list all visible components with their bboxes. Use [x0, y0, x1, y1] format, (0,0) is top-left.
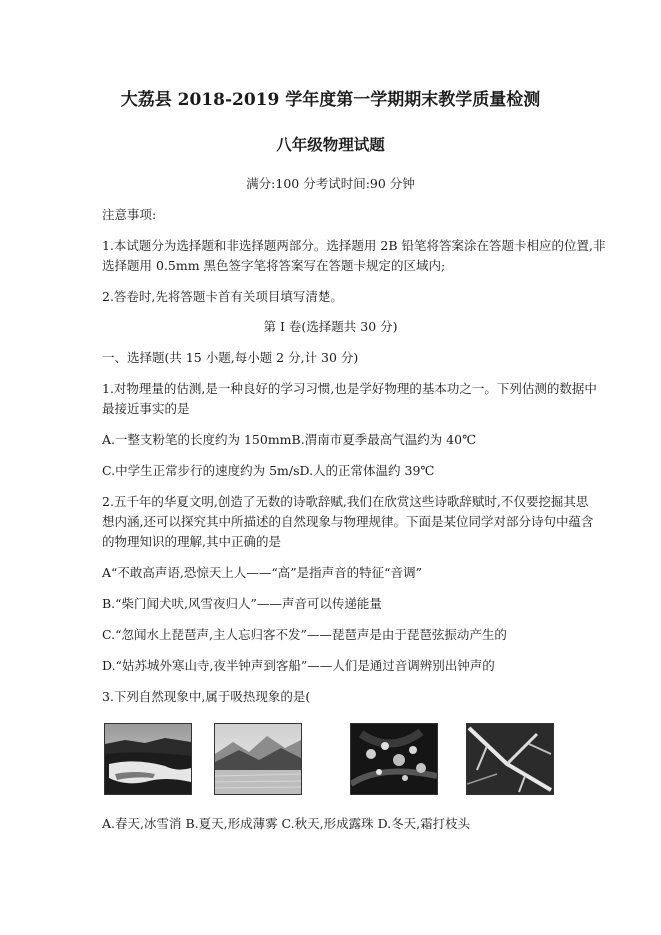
q2-option-d: D.“姑苏城外寒山寺,夜半钟声到客船”——人们是通过音调辨别出钟声的	[102, 658, 495, 673]
q2-stem-line-1: 2.五千年的华夏文明,创造了无数的诗歌辞赋,我们在欣赏这些诗歌辞赋时,不仅要挖掘其思	[102, 494, 589, 509]
exam-subtitle: 八年级物理试题	[276, 135, 385, 154]
q1-stem-line-2: 最接近事实的是	[102, 401, 190, 416]
note-item-1-line-1: 1.本试题分为选择题和非选择题两部分。选择题用 2B 铅笔将答案涂在答题卡相应的位置,非	[102, 238, 606, 253]
q2-option-b: B.“柴门闻犬吠,风雪夜归人”——声音可以传递能量	[102, 596, 382, 611]
volume-title: 第 I 卷(选择题共 30 分)	[263, 319, 398, 334]
summer-mist-photo	[214, 723, 302, 795]
q2-option-c: C.“忽闻水上琵琶声,主人忘归客不发”——琵琶声是由于琵琶弦振动产生的	[102, 627, 507, 642]
autumn-dew-photo	[350, 723, 438, 795]
q1-stem-line-1: 1.对物理量的估测,是一种良好的学习习惯,也是学好物理的基本功之一。下列估测的数据中	[102, 381, 597, 396]
q2-stem-line-3: 的物理知识的理解,其中正确的是	[102, 534, 281, 549]
score-time-line: 满分:100 分考试时间:90 分钟	[246, 176, 415, 191]
q1-options-line-1: A.一整支粉笔的长度约为 150mmB.渭南市夏季最高气温约为 40℃	[102, 432, 477, 447]
note-item-1-line-2: 选择题用 0.5mm 黑色签字笔将答案写在答题卡规定的区域内;	[102, 258, 446, 273]
note-item-2: 2.答卷时,先将答题卡首有关项目填写清楚。	[102, 289, 343, 304]
spring-snow-melt-photo	[104, 723, 192, 795]
exam-title: 大荔县 2018-2019 学年度第一学期期末教学质量检测	[120, 90, 541, 110]
q2-stem-line-2: 想内涵,还可以探究其中所描述的自然现象与物理规律。下面是某位同学对部分诗句中蕴含	[102, 514, 594, 529]
q1-options-line-2: C.中学生正常步行的速度约为 5m/sD.人的正常体温约 39℃	[102, 463, 435, 478]
notes-heading: 注意事项:	[102, 207, 157, 222]
q3-options: A.春天,冰雪消 B.夏天,形成薄雾 C.秋天,形成露珠 D.冬天,霜打枝头	[102, 816, 471, 831]
q2-option-a: A“不敢高声语,恐惊天上人——“高”是指声音的特征“音调”	[102, 565, 422, 580]
winter-frost-photo	[466, 723, 554, 795]
part-title: 一、选择题(共 15 小题,每小题 2 分,计 30 分)	[102, 350, 359, 365]
q3-stem: 3.下列自然现象中,属于吸热现象的是(	[102, 689, 311, 704]
